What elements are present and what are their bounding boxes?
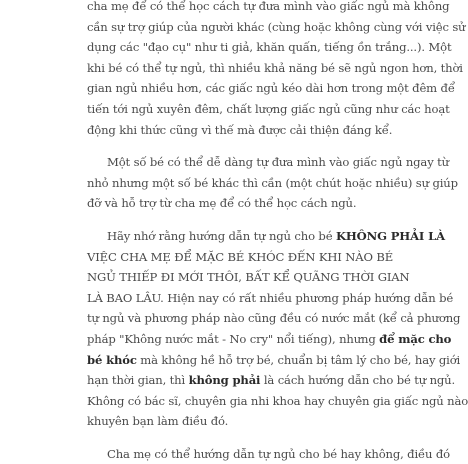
paragraph-gap: [87, 214, 377, 226]
text-line: [87, 247, 394, 268]
text-line: [87, 391, 468, 412]
text-run: tiến tới ngủ xuyên đêm, chất lượng giấc ngủ cũng như các hoạt: [87, 101, 450, 116]
text-line: [87, 58, 463, 79]
body-text: [87, 0, 468, 464]
text-line: [87, 370, 456, 391]
text-line: [87, 267, 410, 288]
text-line: [87, 99, 450, 120]
text-run: Không có bác sĩ, chuyên gia nhi khoa hay chuyên gia giấc ngủ nào: [87, 393, 468, 408]
text-line: [87, 120, 393, 141]
text-line: [87, 37, 452, 58]
text-run: động khi thức cũng vì thế mà được cải thiện đáng kể.: [87, 122, 393, 137]
text-line: [87, 78, 455, 99]
text-line: [87, 444, 450, 464]
text-run: dụng các "đạo cụ" như ti giả, khăn quấn, tiếng ồn trắng...). Một: [87, 40, 452, 55]
emphasis-text: KHÔNG PHẢI LÀ: [335, 228, 445, 243]
paragraph-4: [87, 444, 450, 464]
text-line: [87, 308, 461, 329]
paragraph-gap: [87, 140, 377, 152]
text-run: khuyên bạn làm điều đó.: [87, 414, 229, 429]
text-run: đỡ và hỗ trợ từ cha mẹ để có thể học cách ngủ.: [87, 196, 357, 211]
paragraph-1: [87, 0, 466, 140]
text-run: là cách hướng dẫn cho bé tự ngủ.: [260, 373, 456, 388]
text-line: [87, 411, 377, 432]
paragraph-gap: [87, 432, 377, 444]
text-line: [87, 329, 452, 350]
paragraph-3: [87, 226, 468, 432]
text-line: [87, 193, 377, 214]
text-line: [87, 152, 449, 173]
text-run: nhỏ nhưng một số bé khác thì cần (một chút hoặc nhiều) sự giúp: [87, 175, 458, 190]
emphasis-text: không phải: [188, 373, 261, 388]
text-run: hạn thời gian, thì: [87, 373, 189, 388]
text-run: VIỆC CHA MẸ ĐỂ MẶC BÉ KHÓC ĐẾN KHI NÀO BÉ: [87, 249, 394, 264]
text-run: Một số bé có thể dễ dàng tự đưa mình vào giấc ngủ ngay từ: [107, 155, 449, 170]
text-run: pháp "Không nước mắt - No cry" nổi tiếng), nhưng: [87, 331, 380, 346]
text-run: Hãy nhớ rằng hướng dẫn tự ngủ cho bé: [107, 228, 336, 243]
text-run: gian ngủ nhiều hơn, các giấc ngủ kéo dài hơn trong một đêm để: [87, 81, 455, 96]
text-run: cần sự trợ giúp của người khác (cùng hoặc không cùng với việc sử: [87, 19, 466, 34]
emphasis-text: để mặc cho: [379, 331, 452, 346]
text-run: cha mẹ để có thể học cách tự đưa mình vào giấc ngủ mà không: [87, 0, 450, 13]
text-run: LÀ BAO LÂU. Hiện nay có rất nhiều phương pháp hướng dẫn bé: [87, 290, 454, 305]
paragraph-2: [87, 152, 458, 214]
text-line: [87, 350, 461, 371]
text-line: [87, 226, 445, 247]
text-run: tự ngủ và phương pháp nào cũng đều có nước mắt (kể cả phương: [87, 311, 461, 326]
text-run: mà không hề hỗ trợ bé, chuẩn bị tâm lý cho bé, hay giới: [136, 352, 461, 367]
text-run: Cha mẹ có thể hướng dẫn tự ngủ cho bé hay không, điều đó: [107, 446, 450, 461]
emphasis-text: bé khóc: [87, 352, 137, 367]
text-line: [87, 17, 466, 38]
text-line: [87, 288, 454, 309]
text-run: khi bé có thể tự ngủ, thì nhiều khả năng bé sẽ ngủ ngon hơn, thời: [87, 60, 463, 75]
text-line: [87, 173, 458, 194]
text-line: [87, 0, 450, 17]
text-run: NGỦ THIẾP ĐI MỚI THÔI, BẤT KỂ QUÃNG THỜI GIAN: [87, 270, 410, 285]
